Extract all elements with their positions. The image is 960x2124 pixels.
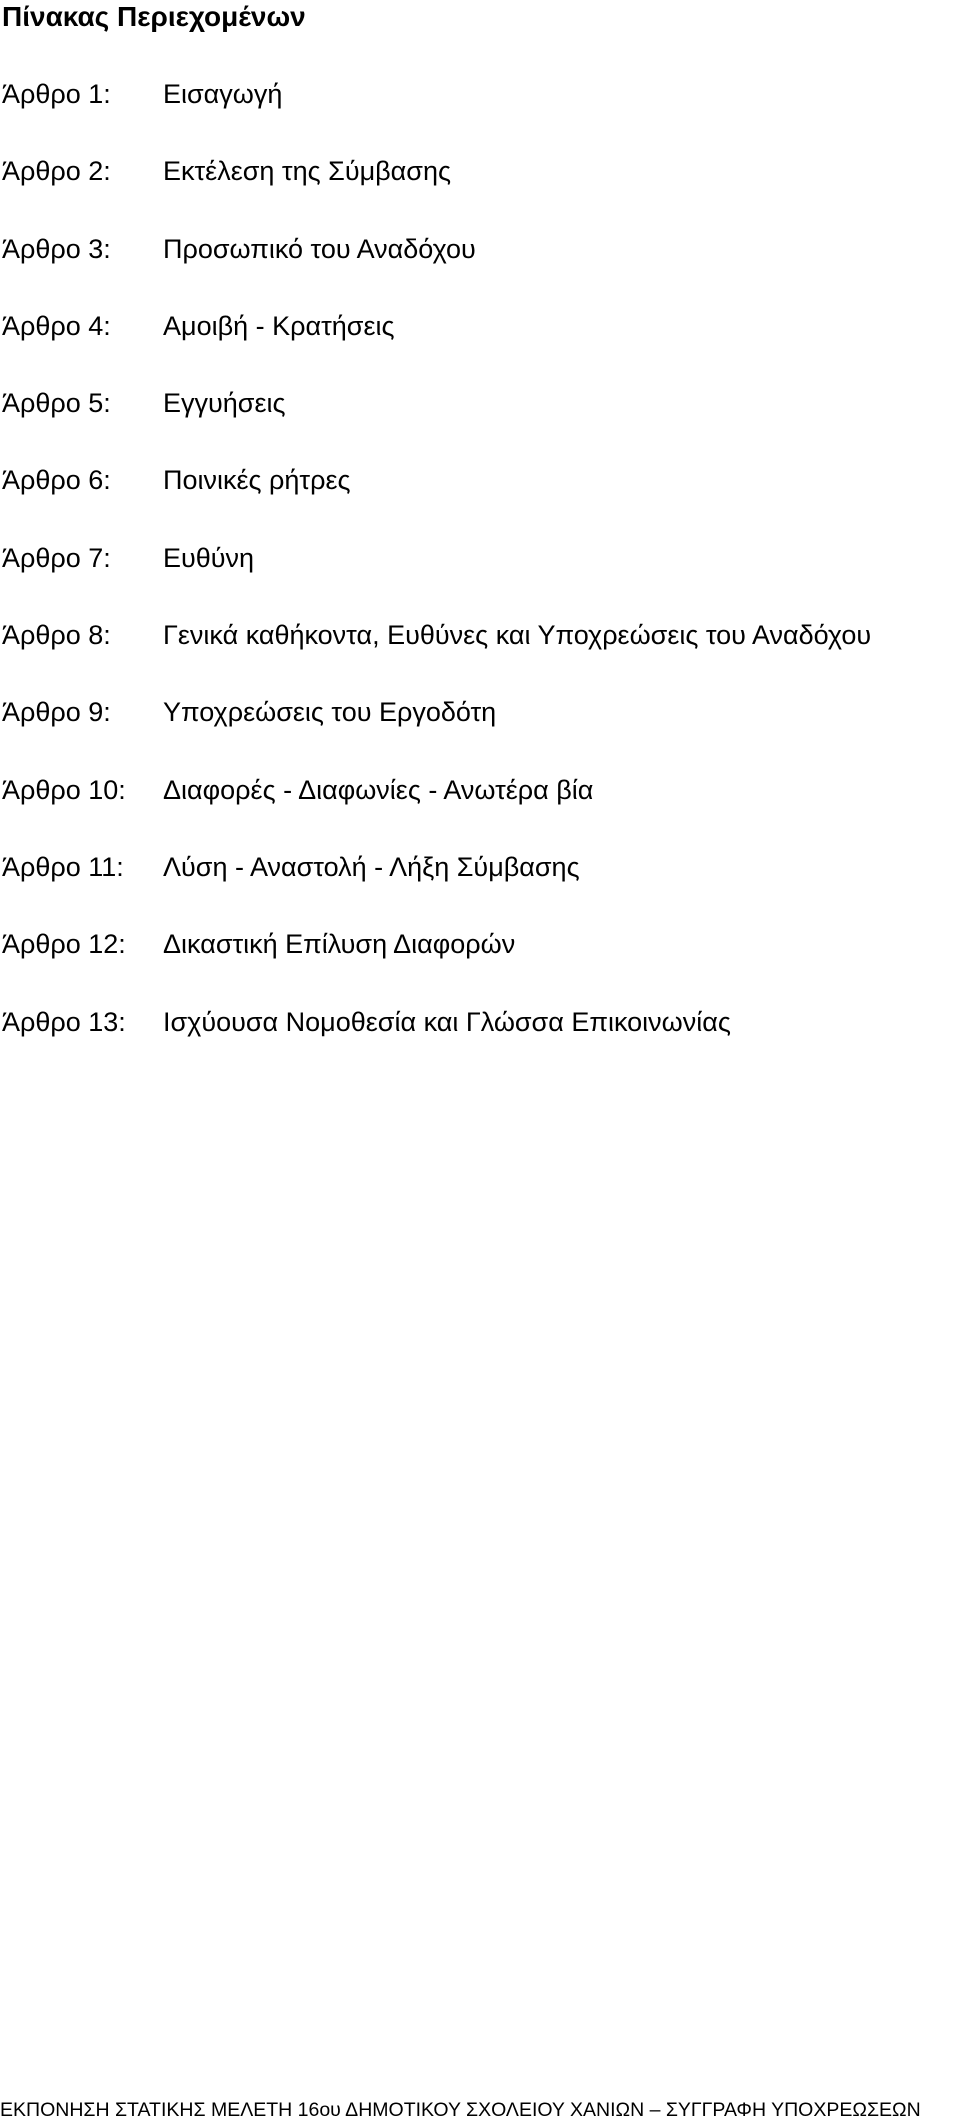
toc-item-text: Αμοιβή - Κρατήσεις xyxy=(163,310,395,341)
toc-item-text: Υποχρεώσεις του Εργοδότη xyxy=(163,697,497,728)
toc-item-number: Άρθρο 11: xyxy=(2,851,124,882)
toc-item-text: Προσωπικό του Αναδόχου xyxy=(163,233,476,264)
toc-item-text: Γενικά καθήκοντα, Ευθύνες και Υποχρεώσεις του Αναδόχου xyxy=(163,620,872,651)
toc-item-text: Ποινικές ρήτρες xyxy=(163,465,351,496)
toc-item-text: Λύση - Αναστολή - Λήξη Σύμβασης xyxy=(163,851,580,882)
toc-item xyxy=(0,1006,960,1083)
toc-item-text: Εισαγωγή xyxy=(163,79,283,109)
toc-item xyxy=(0,619,960,696)
toc-item xyxy=(0,155,960,232)
toc-item xyxy=(0,464,960,541)
toc-item-text: Ισχύουσα Νομοθεσία και Γλώσσα Επικοινωνίας xyxy=(163,1006,731,1037)
toc-title: Πίνακας Περιεχομένων xyxy=(2,1,306,32)
toc-item xyxy=(0,928,960,1005)
toc-item xyxy=(0,78,960,155)
toc-item-text: Ευθύνη xyxy=(163,542,255,573)
toc-item-text: Εκτέλεση της Σύμβασης xyxy=(163,156,451,187)
toc-item xyxy=(0,542,960,619)
toc-item xyxy=(0,233,960,310)
toc-item-number: Άρθρο 7: xyxy=(2,542,111,573)
toc-item-number: Άρθρο 13: xyxy=(2,1006,126,1037)
toc-item xyxy=(0,774,960,851)
toc-item-text: Δικαστική Επίλυση Διαφορών xyxy=(163,929,516,960)
toc-item-number: Άρθρο 10: xyxy=(2,774,126,805)
toc-item xyxy=(0,851,960,928)
toc-item-number: Άρθρο 8: xyxy=(2,620,111,651)
page-footer: ΕΚΠΟΝΗΣΗ ΣΤΑΤΙΚΗΣ ΜΕΛΕΤΗ 16ου ΔΗΜΟΤΙΚΟΥ ΣΧΟΛΕΙΟΥ ΧΑΝΙΩΝ – ΣΥΓΓΡΑΦΗ ΥΠΟΧΡΕΩΣΕΩΝ xyxy=(0,2099,921,2121)
toc-item-number: Άρθρο 5: xyxy=(2,388,111,419)
toc-item-number: Άρθρο 12: xyxy=(2,929,126,960)
toc-item-number: Άρθρο 2: xyxy=(2,156,111,187)
toc-item xyxy=(0,387,960,464)
toc-item-number: Άρθρο 9: xyxy=(2,697,111,728)
toc-item-text: Εγγυήσεις xyxy=(163,388,286,419)
toc-item xyxy=(0,696,960,773)
toc-item-number: Άρθρο 4: xyxy=(2,310,111,341)
toc-item-number: Άρθρο 6: xyxy=(2,465,111,496)
toc-item-number: Άρθρο 1: xyxy=(2,79,111,109)
toc-item xyxy=(0,310,960,387)
toc-item-number: Άρθρο 3: xyxy=(2,233,111,264)
toc-item-text: Διαφορές - Διαφωνίες - Ανωτέρα βία xyxy=(163,774,594,805)
toc-list xyxy=(0,78,960,1083)
